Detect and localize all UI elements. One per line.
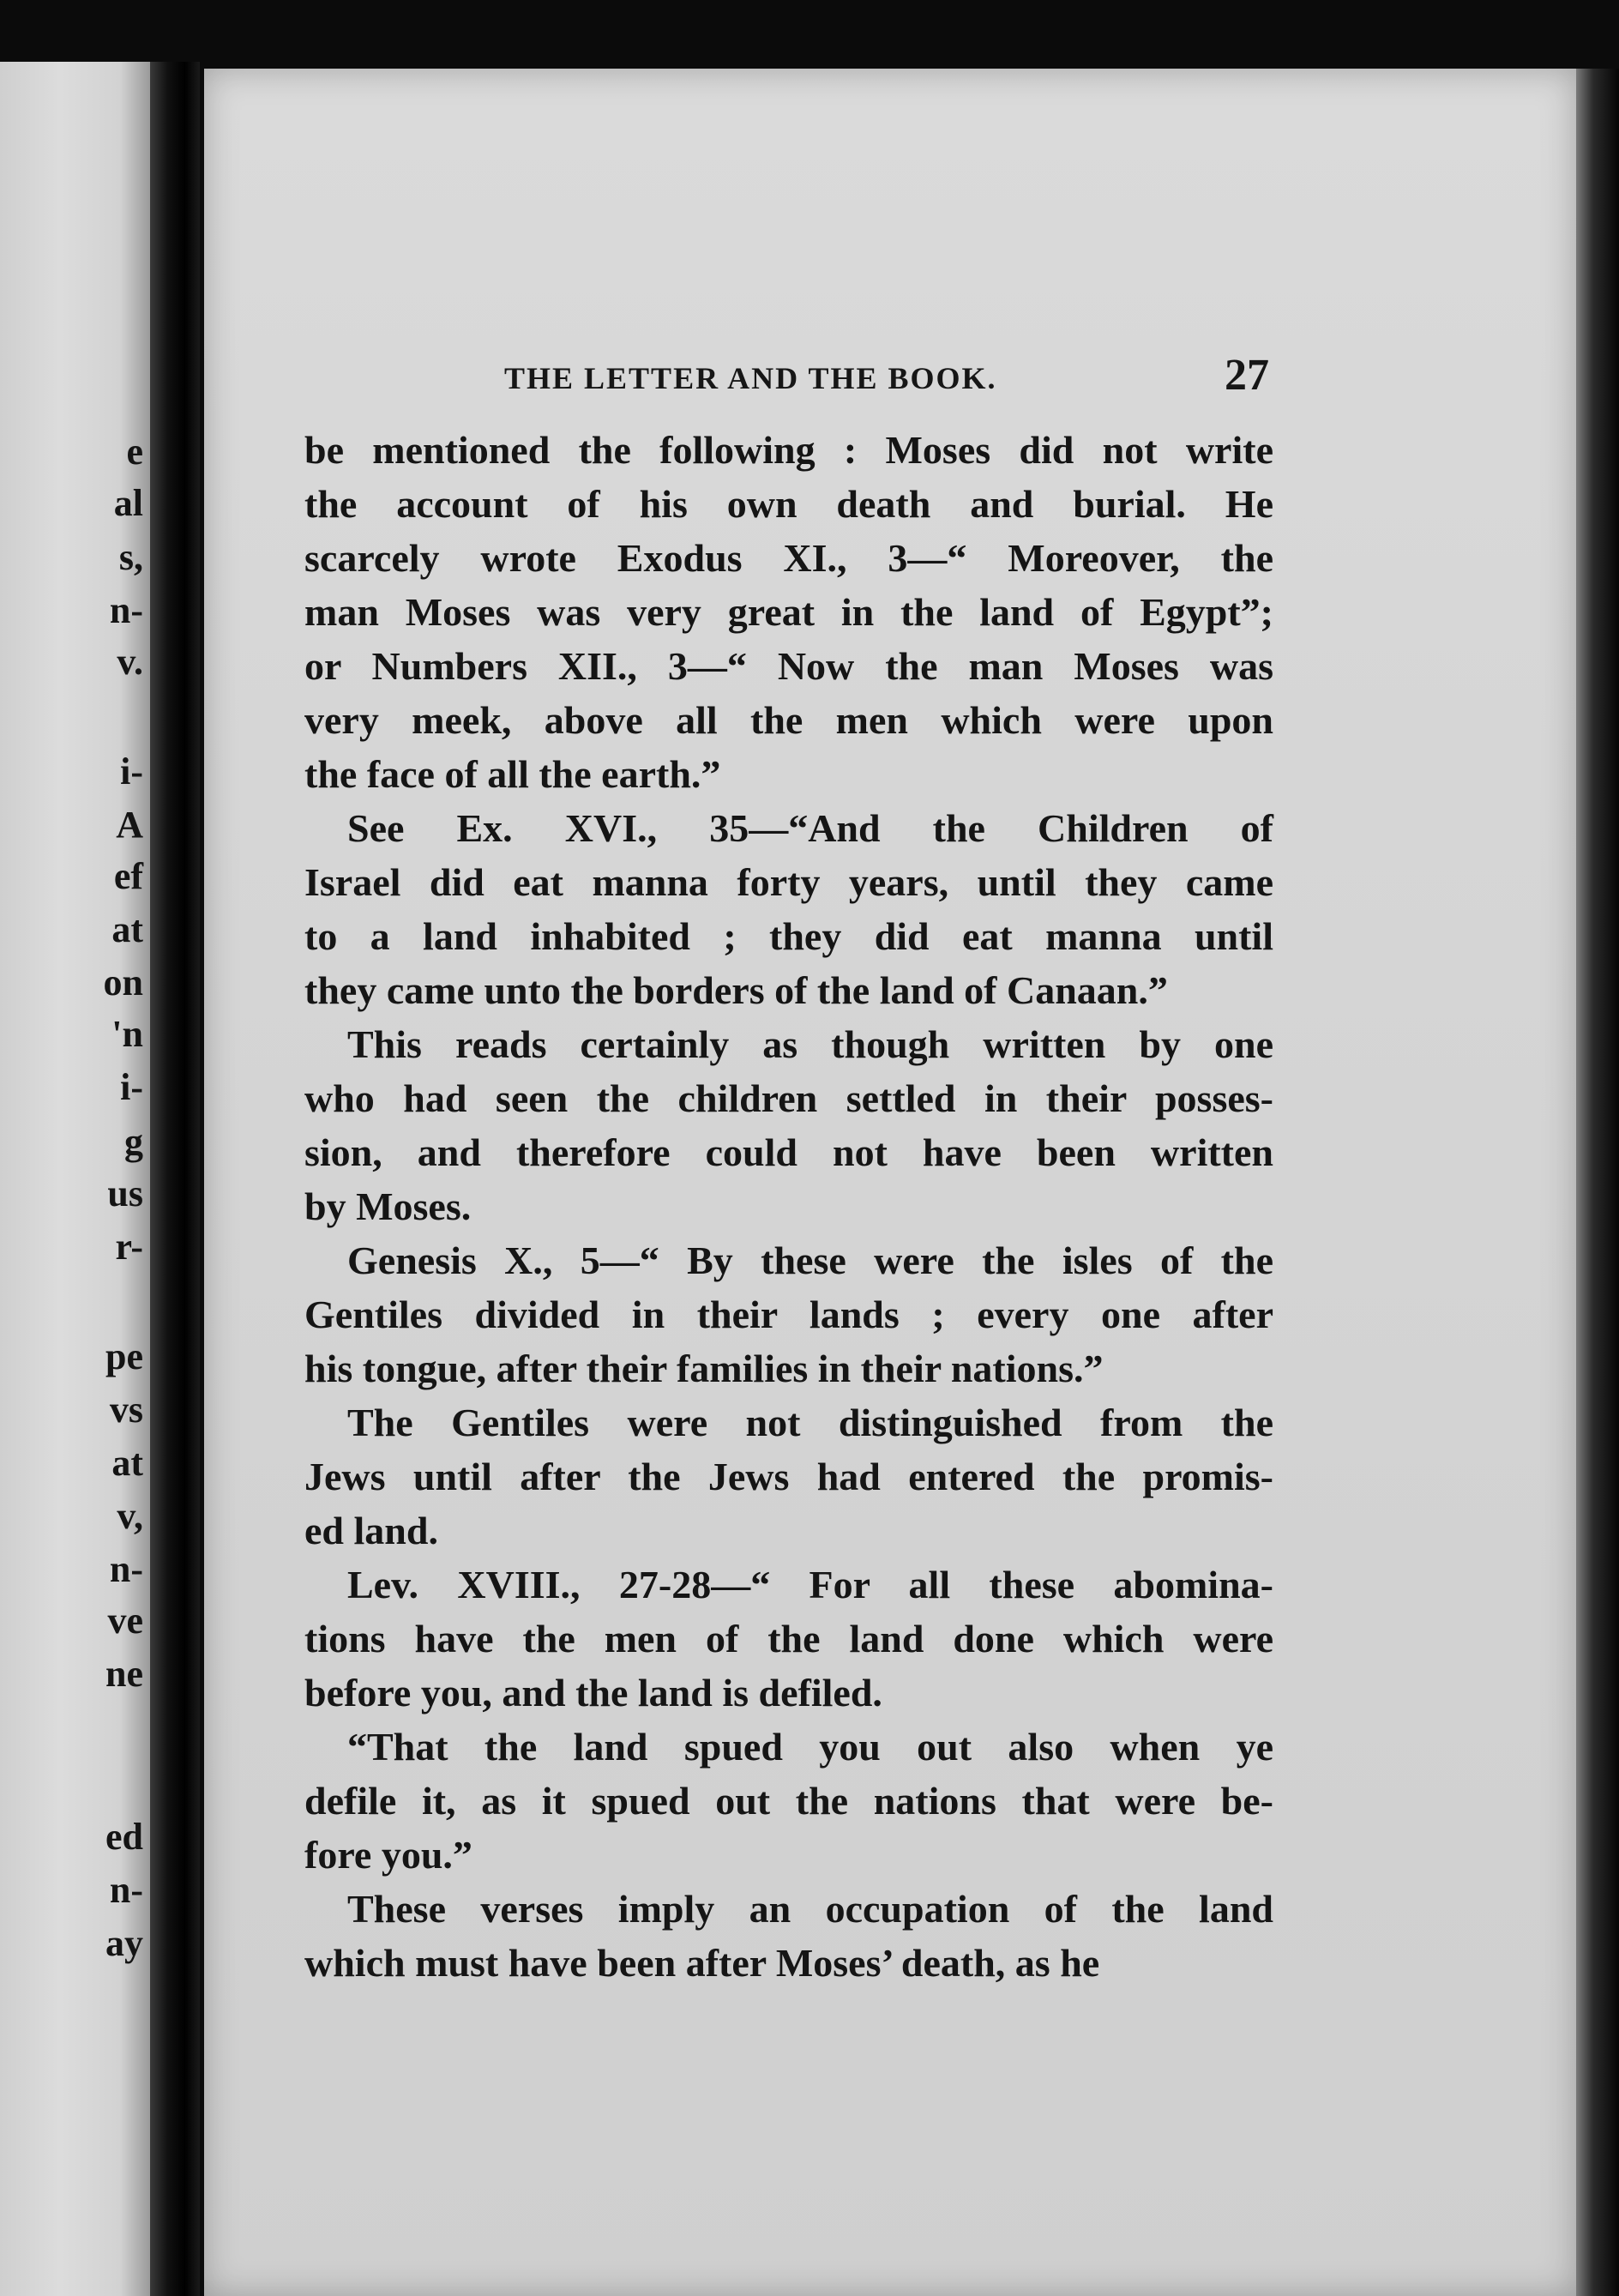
text-line: who had seen the children settled in their posses- xyxy=(304,1076,1273,1120)
facing-page-fragment: v, xyxy=(117,1495,143,1537)
facing-page-fragment: ed xyxy=(105,1816,143,1858)
paragraph xyxy=(304,1233,1273,1395)
facing-page-fragment: us xyxy=(107,1172,143,1214)
text-line: his tongue, after their families in their nations.” xyxy=(304,1347,1104,1390)
facing-page-fragment: r- xyxy=(115,1226,143,1268)
facing-page-fragment: n- xyxy=(109,1548,143,1590)
text-line: be mentioned the following : Moses did not write xyxy=(304,428,1273,472)
text-line: Gentiles divided in their lands ; every one after xyxy=(304,1293,1273,1336)
text-line: Genesis X., 5—“ By these were the isles of the xyxy=(347,1238,1273,1282)
text-line: defile it, as it spued out the nations that were be- xyxy=(304,1779,1273,1823)
text-line: tions have the men of the land done which were xyxy=(304,1617,1273,1660)
paragraph xyxy=(304,1882,1273,1990)
facing-page-fragment: pe xyxy=(105,1335,143,1377)
facing-page-fragment: A xyxy=(116,804,143,846)
facing-page-fragment: ef xyxy=(113,855,143,897)
page-number: 27 xyxy=(1225,351,1269,400)
facing-page-fragment: g xyxy=(124,1121,143,1163)
facing-page-fragment: 'n xyxy=(111,1013,143,1055)
page-edge-shadow xyxy=(1576,69,1619,2296)
text-line: fore you.” xyxy=(304,1833,472,1877)
text-line: Lev. XVIII., 27-28—“ For all these abomina- xyxy=(347,1563,1273,1606)
facing-page-fragment: al xyxy=(113,482,143,524)
facing-page-fragment: n- xyxy=(109,589,143,631)
text-line: man Moses was very great in the land of Egypt”; xyxy=(304,590,1273,634)
text-line: This reads certainly as though written by one xyxy=(347,1022,1273,1066)
paragraph xyxy=(304,1558,1273,1720)
text-line: See Ex. XVI., 35—“And the Children of xyxy=(347,806,1273,850)
facing-page-fragment: s, xyxy=(118,536,143,578)
facing-page-fragment: i- xyxy=(120,1066,143,1108)
facing-page-fragment: n- xyxy=(109,1869,143,1911)
text-line: ed land. xyxy=(304,1509,438,1552)
paragraph xyxy=(304,1395,1273,1558)
text-line: “That the land spued you out also when ye xyxy=(347,1725,1273,1769)
paragraph xyxy=(304,1017,1273,1233)
text-line: by Moses. xyxy=(304,1184,472,1228)
facing-page-fragment: i- xyxy=(120,750,143,792)
text-line: which must have been after Moses’ death, as he xyxy=(304,1941,1100,1985)
facing-page-fragment: e xyxy=(126,431,143,473)
text-line: before you, and the land is defiled. xyxy=(304,1671,882,1714)
text-line: to a land inhabited ; they did eat manna until xyxy=(304,914,1273,958)
running-head: THE LETTER AND THE BOOK. xyxy=(504,361,997,395)
text-line: These verses imply an occupation of the land xyxy=(347,1887,1273,1931)
facing-page-fragment: vs xyxy=(109,1389,143,1431)
paragraph xyxy=(304,1720,1273,1882)
left-page-edge xyxy=(0,62,150,2296)
text-line: the account of his own death and burial. He xyxy=(304,482,1273,526)
facing-page-fragment: ve xyxy=(107,1600,143,1642)
facing-page-fragment: at xyxy=(111,908,143,950)
text-line: scarcely wrote Exodus XI., 3—“ Moreover, the xyxy=(304,536,1273,580)
facing-page-fragment: at xyxy=(111,1442,143,1484)
facing-page-fragment: ne xyxy=(105,1653,143,1695)
paragraph xyxy=(304,801,1273,1017)
text-line: the face of all the earth.” xyxy=(304,752,721,796)
text-line: they came unto the borders of the land of Canaan.” xyxy=(304,968,1168,1012)
text-line: or Numbers XII., 3—“ Now the man Moses was xyxy=(304,644,1273,688)
text-line: very meek, above all the men which were upon xyxy=(304,698,1273,742)
facing-page-fragment: v. xyxy=(117,641,143,683)
body-text xyxy=(304,423,1273,1990)
text-line: Israel did eat manna forty years, until they came xyxy=(304,860,1273,904)
paragraph xyxy=(304,423,1273,801)
facing-page-fragment: on xyxy=(103,961,143,1003)
text-line: The Gentiles were not distinguished from the xyxy=(347,1401,1273,1444)
book-gutter xyxy=(150,62,200,2296)
text-line: Jews until after the Jews had entered the promis- xyxy=(304,1455,1273,1498)
facing-page-fragment: ay xyxy=(105,1922,143,1964)
text-line: sion, and therefore could not have been written xyxy=(304,1130,1273,1174)
